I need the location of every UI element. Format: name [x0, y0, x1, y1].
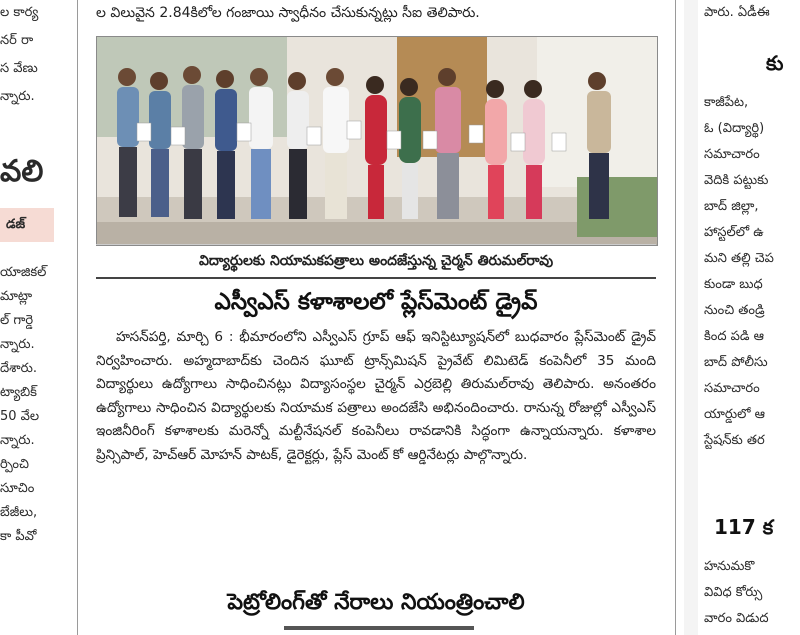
right-text-line: సమాచారం: [704, 381, 760, 396]
cropped-subheading-edge: [284, 626, 474, 630]
left-text-line: మాట్లా: [0, 289, 33, 304]
right-heading: కు: [766, 51, 784, 75]
group-photo-illustration: [97, 37, 657, 245]
left-text-line: సూచిం: [0, 481, 35, 496]
right-heading-2: 117 క: [714, 515, 774, 539]
left-text-line: స వేణు: [0, 61, 38, 76]
left-text-line: 50 వేల: [0, 409, 40, 424]
next-article-headline: పెట్రోలింగ్‌తో నేరాలు నియంత్రించాలి: [227, 590, 525, 615]
left-text-line: నర్ రా: [0, 33, 34, 48]
right-text-line: కుండా బుధ: [704, 277, 763, 292]
right-text-line: ఓ (విద్యార్థి): [704, 121, 765, 136]
left-text-line: ల కార్య: [0, 5, 39, 20]
right-text-line: స్టేషన్‌కు తర: [704, 433, 765, 448]
right-text-line: వివిధ కోర్సు: [704, 585, 763, 600]
column-divider: [77, 0, 78, 635]
right-text-line: సమాచారం: [704, 147, 760, 162]
right-text-line: హాస్టల్‌లో ఉ: [704, 225, 764, 240]
right-text-line: పారు. ఏడీఈ: [704, 5, 770, 20]
left-text-line: ట్యాబిక్: [0, 385, 37, 400]
left-column: [0, 0, 70, 635]
right-text-line: వారం విడుద: [704, 611, 769, 626]
photo-caption: విద్యార్థులకు నియామకపత్రాలు అందజేస్తున్న చైర్మన్ తిరుమల్‌రావు: [96, 244, 656, 279]
left-heading: వలి: [0, 154, 44, 189]
right-text-line: బాద్ జిల్లా,: [704, 199, 759, 214]
news-photo: [96, 36, 658, 246]
right-text-line: బాద్ పోలీసు: [704, 355, 768, 370]
left-text-line: న్నారు.: [0, 337, 35, 352]
right-text-line: కింద పడి ఆ: [704, 329, 765, 344]
article-body: [96, 326, 656, 467]
left-text-line: న్నారు.: [0, 89, 35, 104]
right-text-line: మని తల్లి చెప: [704, 251, 774, 266]
left-text-line: యాజికల్: [0, 265, 47, 280]
left-text-line: న్నారు.: [0, 433, 35, 448]
right-text-line: వెదికి పట్టుకు: [704, 173, 769, 188]
column-divider: [675, 0, 676, 635]
right-column: [700, 0, 800, 635]
left-text-line: దేశారు.: [0, 361, 37, 376]
left-text-line: ర్పించి: [0, 457, 29, 472]
article-headline: ఎస్వీఎస్ కళాశాలలో ప్లేస్‌మెంట్ డ్రైవ్: [214, 289, 538, 315]
left-text-line: ల్ గార్డె: [0, 313, 34, 328]
right-text-line: కాజీపేట,: [704, 95, 749, 110]
left-tag: డజ్: [6, 217, 26, 232]
left-text-line: బేజీలు,: [0, 505, 38, 520]
right-text-line: హనుమకొ: [704, 559, 755, 574]
left-text-line: కా పీవో: [0, 529, 37, 544]
page-gutter-shade: [684, 0, 698, 635]
center-column: [84, 0, 664, 635]
previous-article-last-line: ల విలువైన 2.84కిలోల గంజాయి స్వాధీనం చేసుకున్నట్లు సీఐ తెలిపారు.: [96, 5, 480, 21]
article-paragraph: హసన్‌పర్తి, మార్చి 6 : భీమారంలోని ఎస్వీఎస్ గ్రూప్ ఆఫ్ ఇనిస్టిట్యూషన్‌లో బుధవారం ప్లేస్‌మెంట్ డ్రైవ్ నిర్వహించారు. అహ్మదాబాద్‌కు చెందిన ఘూట్ ట్రాన్స్‌మిషన్ ప్రైవేట్ లిమిటెడ్ కంపెనీలో 35 మంది విద్యార్థులు ఉద్యోగాలు సాధించినట్లు విద్యాసంస్థల చైర్మన్ ఎర్రబెల్లి తిరుమల్‌రావు తెలిపారు. అనంతరం ఉద్యోగాలు సాధించిన విద్యార్థులకు నియామక పత్రాలు అందజేసి అభినందించారు. రానున్న రోజుల్లో ఎస్వీఎస్ ఇంజినీరింగ్ కళాశాలకు మరెన్నో మల్టీనేషనల్ కంపెనీలు రావడానికి సిద్ధంగా ఉన్నాయన్నారు. కళాశాల ప్రిన్సిపాల్, హెచ్ఆర్ మోహన్ పాటక్, డైరెక్టర్లు, ప్లేస్ మెంట్ కో ఆర్డినేటర్లు పాల్గొన్నారు.: [96, 329, 656, 463]
right-text-line: నుంచి తండ్రి: [704, 303, 765, 318]
right-text-line: యార్డులో ఆ: [704, 407, 765, 422]
